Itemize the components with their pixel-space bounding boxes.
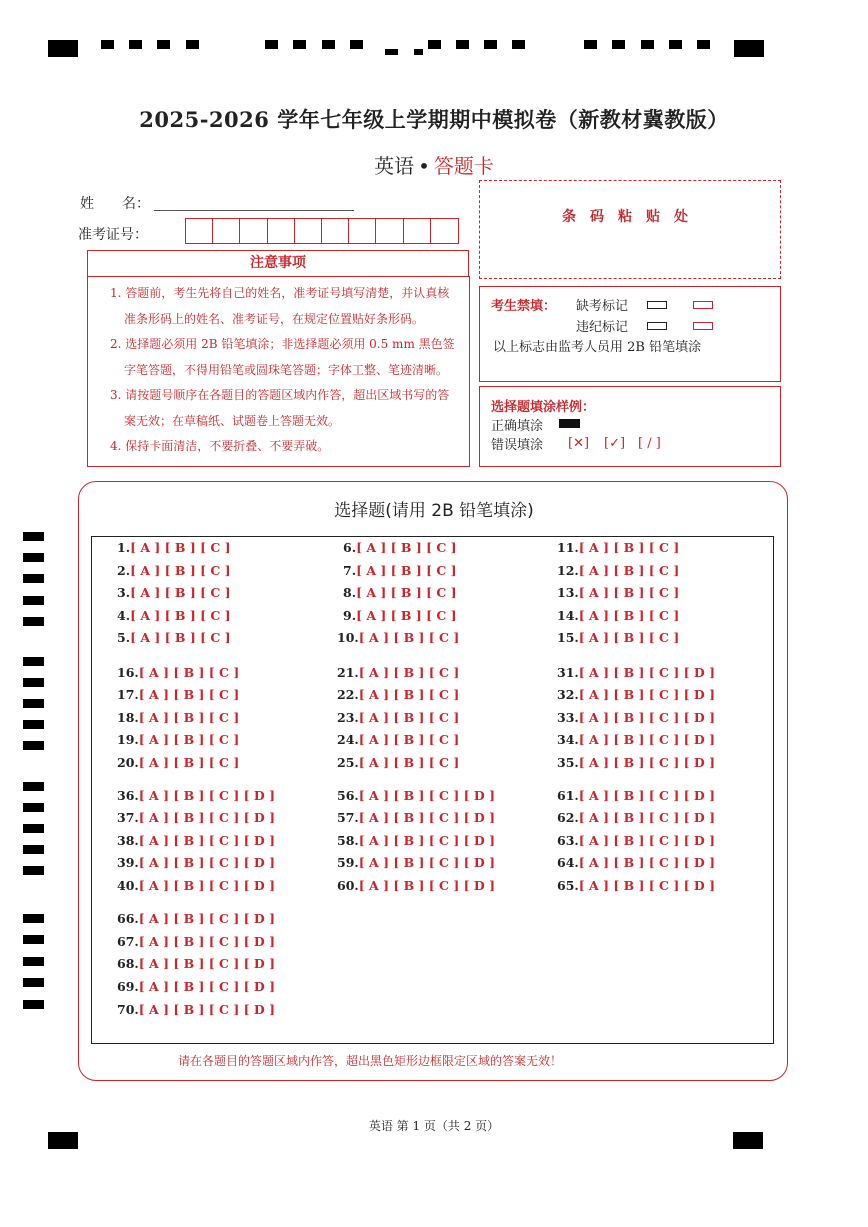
timing-mark <box>265 40 278 49</box>
timing-mark <box>733 1132 763 1149</box>
timing-mark <box>669 40 682 49</box>
exam-marks-title: 考生禁填： <box>491 299 557 314</box>
id-cell-divider <box>321 218 322 244</box>
question-item[interactable] <box>337 755 459 770</box>
answer-options[interactable]: [ A ] [ B ] [ C ] [ D ] <box>578 788 715 803</box>
question-item[interactable] <box>117 788 275 803</box>
question-number: 64. <box>557 855 579 870</box>
question-number: 63. <box>557 833 579 848</box>
timing-mark <box>48 1132 78 1149</box>
question-item[interactable] <box>337 732 459 747</box>
question-number: 66. <box>117 911 139 926</box>
question-item[interactable] <box>557 810 715 825</box>
question-item[interactable] <box>337 630 459 645</box>
answer-options[interactable]: [ A ] [ B ] [ C ] [ D ] <box>578 855 715 870</box>
answer-options[interactable]: [ A ] [ B ] [ C ] [ D ] <box>138 979 275 994</box>
question-number: 25. <box>337 755 359 770</box>
question-number: 69. <box>117 979 139 994</box>
timing-mark <box>129 40 142 49</box>
timing-mark <box>23 678 44 687</box>
timing-mark <box>484 40 497 49</box>
subject-label: 英语 <box>374 154 415 178</box>
violation-mark-box[interactable] <box>647 322 667 330</box>
timing-mark <box>512 40 525 49</box>
question-item[interactable] <box>117 665 239 680</box>
answer-options[interactable]: [ A ] [ B ] [ C ] [ D ] <box>358 878 495 893</box>
card-subtitle <box>0 150 868 179</box>
timing-mark <box>101 40 114 49</box>
id-cell-divider <box>267 218 268 244</box>
timing-mark <box>23 617 44 626</box>
answer-options[interactable]: [ A ] [ B ] [ C ] <box>358 687 460 702</box>
exam-title: 2025-2026 学年七年级上学期期中模拟卷（新教材冀教版） <box>139 107 729 132</box>
violation-mark-box-alt[interactable] <box>693 322 713 330</box>
id-cell-divider <box>403 218 404 244</box>
id-cell-divider <box>212 218 213 244</box>
id-label: 准考证号： <box>78 227 148 243</box>
answer-options[interactable]: [ A ] [ B ] [ C ] [ D ] <box>138 1002 275 1017</box>
notice-item: 2. 选择题必须用 2B 铅笔填涂；非选择题必须用 0.5 mm 黑色签字笔答题，不得用铅笔或圆珠笔答题；字体工整、笔迹清晰。 <box>110 337 455 377</box>
wrong-fill-label: 错误填涂 <box>491 438 544 453</box>
id-cell-divider <box>239 218 240 244</box>
question-item[interactable] <box>337 833 495 848</box>
notice-box <box>87 276 470 467</box>
question-item[interactable] <box>117 956 275 971</box>
answer-options[interactable]: [ A ] [ B ] [ C ] [ D ] <box>138 833 275 848</box>
wrong-mark-check: [✓] <box>604 436 626 451</box>
question-number: 15. <box>557 630 579 645</box>
question-item[interactable] <box>343 608 457 623</box>
timing-mark <box>697 40 710 49</box>
timing-mark <box>23 657 44 666</box>
question-number: 16. <box>117 665 139 680</box>
choice-title: 选择题(请用 2B 铅笔填涂) <box>334 501 534 521</box>
answer-options[interactable]: [ A ] [ B ] [ C ] <box>358 755 460 770</box>
timing-mark <box>734 40 764 57</box>
timing-mark <box>23 574 44 583</box>
timing-mark <box>428 40 441 49</box>
question-item[interactable] <box>117 911 275 926</box>
id-cell-divider <box>430 218 431 244</box>
timing-mark <box>641 40 654 49</box>
violation-label: 违纪标记 <box>576 320 629 335</box>
timing-mark <box>48 40 78 57</box>
question-number: 61. <box>557 788 579 803</box>
timing-mark <box>23 803 44 812</box>
question-number: 32. <box>557 687 579 702</box>
question-number: 67. <box>117 934 139 949</box>
question-item[interactable] <box>557 608 679 623</box>
card-label: 答题卡 <box>433 154 494 178</box>
question-number: 22. <box>337 687 359 702</box>
question-item[interactable] <box>117 563 231 578</box>
question-item[interactable] <box>557 630 679 645</box>
answer-options[interactable]: [ A ] [ B ] [ C ] <box>138 755 240 770</box>
exam-marks-note: 以上标志由监考人员用 2B 铅笔填涂 <box>493 340 702 355</box>
timing-mark <box>456 40 469 49</box>
timing-mark <box>23 866 44 875</box>
answer-area-warning: 请在各题目的答题区域内作答，超出黑色矩形边框限定区域的答案无效！ <box>178 1054 563 1068</box>
question-number: 14. <box>557 608 579 623</box>
answer-options[interactable]: [ A ] [ B ] [ C ] <box>578 540 680 555</box>
timing-mark <box>322 40 335 49</box>
answer-options[interactable]: [ A ] [ B ] [ C ] [ D ] <box>578 810 715 825</box>
answer-options[interactable]: [ A ] [ B ] [ C ] <box>358 665 460 680</box>
barcode-area <box>479 180 781 279</box>
question-item[interactable] <box>343 563 457 578</box>
timing-mark <box>23 782 44 791</box>
question-item[interactable] <box>117 608 231 623</box>
timing-mark <box>584 40 597 49</box>
question-number: 34. <box>557 732 579 747</box>
question-number: 7. <box>343 563 357 578</box>
question-number: 21. <box>337 665 359 680</box>
timing-mark <box>23 699 44 708</box>
timing-mark <box>293 40 306 49</box>
question-number: 23. <box>337 710 359 725</box>
question-number: 5. <box>117 630 131 645</box>
answer-options[interactable]: [ A ] [ B ] [ C ] [ D ] <box>138 878 275 893</box>
question-item[interactable] <box>117 878 275 893</box>
question-item[interactable] <box>343 540 457 555</box>
question-number: 10. <box>337 630 359 645</box>
question-item[interactable] <box>117 687 239 702</box>
question-item[interactable] <box>117 540 231 555</box>
answer-options[interactable]: [ A ] [ B ] [ C ] <box>358 710 460 725</box>
fill-example-title: 选择题填涂样例： <box>491 400 596 415</box>
question-number: 60. <box>337 878 359 893</box>
answer-options[interactable]: [ A ] [ B ] [ C ] [ D ] <box>578 687 715 702</box>
question-item[interactable] <box>343 585 457 600</box>
answer-options[interactable]: [ A ] [ B ] [ C ] [ D ] <box>578 878 715 893</box>
question-number: 6. <box>343 540 357 555</box>
notice-title-box <box>87 250 469 277</box>
question-number: 31. <box>557 665 579 680</box>
question-item[interactable] <box>117 934 275 949</box>
answer-options[interactable]: [ A ] [ B ] [ C ] <box>130 563 231 578</box>
question-number: 65. <box>557 878 579 893</box>
question-item[interactable] <box>117 585 231 600</box>
question-item[interactable] <box>557 710 715 725</box>
answer-options[interactable]: [ A ] [ B ] [ C ] [ D ] <box>138 934 275 949</box>
question-number: 12. <box>557 563 579 578</box>
answer-options[interactable]: [ A ] [ B ] [ C ] <box>356 585 457 600</box>
timing-mark <box>157 40 170 49</box>
question-number: 70. <box>117 1002 139 1017</box>
question-number: 38. <box>117 833 139 848</box>
timing-mark <box>23 935 44 944</box>
timing-mark <box>350 40 363 49</box>
question-item[interactable] <box>557 755 715 770</box>
question-item[interactable] <box>557 540 679 555</box>
answer-options[interactable]: [ A ] [ B ] [ C ] <box>130 630 231 645</box>
question-item[interactable] <box>557 665 715 680</box>
question-number: 56. <box>337 788 359 803</box>
question-number: 37. <box>117 810 139 825</box>
question-number: 68. <box>117 956 139 971</box>
question-number: 2. <box>117 563 131 578</box>
answer-options[interactable]: [ A ] [ B ] [ C ] <box>578 585 680 600</box>
question-item[interactable] <box>337 687 459 702</box>
timing-mark <box>23 596 44 605</box>
answer-options[interactable]: [ A ] [ B ] [ C ] [ D ] <box>358 833 495 848</box>
timing-mark <box>23 741 44 750</box>
correct-fill-sample <box>559 419 580 428</box>
answer-options[interactable]: [ A ] [ B ] [ C ] [ D ] <box>138 788 275 803</box>
question-item[interactable] <box>557 833 715 848</box>
question-item[interactable] <box>337 878 495 893</box>
wrong-mark-x: [✕] <box>568 436 590 451</box>
answer-options[interactable]: [ A ] [ B ] [ C ] [ D ] <box>138 911 275 926</box>
answer-options[interactable]: [ A ] [ B ] [ C ] [ D ] <box>138 855 275 870</box>
notice-item: 4. 保持卡面清洁，不要折叠、不要弄破。 <box>110 439 330 453</box>
timing-mark <box>23 824 44 833</box>
answer-options[interactable]: [ A ] [ B ] [ C ] <box>356 540 457 555</box>
question-item[interactable] <box>117 732 239 747</box>
answer-options[interactable]: [ A ] [ B ] [ C ] [ D ] <box>358 788 495 803</box>
question-item[interactable] <box>117 833 275 848</box>
question-item[interactable] <box>337 710 459 725</box>
timing-mark <box>385 49 398 55</box>
id-cell-divider <box>348 218 349 244</box>
question-number: 62. <box>557 810 579 825</box>
answer-options[interactable]: [ A ] [ B ] [ C ] [ D ] <box>138 956 275 971</box>
question-number: 24. <box>337 732 359 747</box>
question-item[interactable] <box>117 710 239 725</box>
question-item[interactable] <box>337 665 459 680</box>
question-number: 20. <box>117 755 139 770</box>
id-cell-divider <box>375 218 376 244</box>
question-item[interactable] <box>337 788 495 803</box>
question-number: 36. <box>117 788 139 803</box>
answer-options[interactable]: [ A ] [ B ] [ C ] <box>356 563 457 578</box>
question-item[interactable] <box>557 855 715 870</box>
exam-id-field[interactable] <box>185 218 459 244</box>
question-number: 40. <box>117 878 139 893</box>
question-number: 1. <box>117 540 131 555</box>
question-item[interactable] <box>117 1002 275 1017</box>
timing-mark <box>23 532 44 541</box>
question-item[interactable] <box>117 979 275 994</box>
notice-title: 注意事项 <box>250 255 306 271</box>
timing-mark <box>23 957 44 966</box>
question-number: 13. <box>557 585 579 600</box>
timing-mark <box>23 978 44 987</box>
question-item[interactable] <box>337 810 495 825</box>
answer-options[interactable]: [ A ] [ B ] [ C ] [ D ] <box>578 833 715 848</box>
question-item[interactable] <box>337 855 495 870</box>
question-number: 17. <box>117 687 139 702</box>
answer-options[interactable]: [ A ] [ B ] [ C ] <box>578 630 680 645</box>
name-label: 姓 名： <box>80 196 150 212</box>
answer-options[interactable]: [ A ] [ B ] [ C ] <box>578 563 680 578</box>
question-item[interactable] <box>117 755 239 770</box>
question-item[interactable] <box>117 630 231 645</box>
id-cell-divider <box>294 218 295 244</box>
answer-options[interactable]: [ A ] [ B ] [ C ] <box>578 608 680 623</box>
question-item[interactable] <box>117 810 275 825</box>
barcode-label: 条码粘贴处 <box>562 209 702 225</box>
notice-item: 1. 答题前，考生先将自己的姓名，准考证号填写清楚，并认真核准条形码上的姓名、准考证号，在规定位置贴好条形码。 <box>110 286 450 326</box>
answer-options[interactable]: [ A ] [ B ] [ C ] [ D ] <box>138 810 275 825</box>
question-item[interactable] <box>557 788 715 803</box>
notice-list <box>88 277 469 460</box>
wrong-mark-slash: [ / ] <box>638 436 661 451</box>
question-number: 57. <box>337 810 359 825</box>
answer-options[interactable]: [ A ] [ B ] [ C ] <box>356 608 457 623</box>
answer-options[interactable]: [ A ] [ B ] [ C ] [ D ] <box>358 855 495 870</box>
answer-options[interactable]: [ A ] [ B ] [ C ] <box>358 732 460 747</box>
answer-options[interactable]: [ A ] [ B ] [ C ] <box>138 665 240 680</box>
question-number: 4. <box>117 608 131 623</box>
question-number: 58. <box>337 833 359 848</box>
name-field[interactable] <box>154 209 354 211</box>
question-number: 11. <box>557 540 579 555</box>
question-item[interactable] <box>557 687 715 702</box>
answer-options[interactable]: [ A ] [ B ] [ C ] <box>138 710 240 725</box>
answer-options[interactable]: [ A ] [ B ] [ C ] [ D ] <box>578 710 715 725</box>
timing-mark <box>23 553 44 562</box>
answer-options[interactable]: [ A ] [ B ] [ C ] <box>358 630 460 645</box>
timing-mark <box>23 845 44 854</box>
question-number: 18. <box>117 710 139 725</box>
page-footer: 英语 第 1 页（共 2 页） <box>368 1119 500 1133</box>
answer-options[interactable]: [ A ] [ B ] [ C ] <box>138 732 240 747</box>
timing-mark <box>23 1000 44 1009</box>
answer-options[interactable]: [ A ] [ B ] [ C ] [ D ] <box>578 665 715 680</box>
timing-mark <box>23 914 44 923</box>
question-number: 35. <box>557 755 579 770</box>
separator-dot: • <box>418 154 430 178</box>
answer-options[interactable]: [ A ] [ B ] [ C ] [ D ] <box>578 755 715 770</box>
question-item[interactable] <box>557 585 679 600</box>
answer-options[interactable]: [ A ] [ B ] [ C ] <box>130 540 231 555</box>
question-number: 39. <box>117 855 139 870</box>
question-number: 9. <box>343 608 357 623</box>
question-number: 59. <box>337 855 359 870</box>
question-number: 3. <box>117 585 131 600</box>
question-number: 19. <box>117 732 139 747</box>
absent-mark-box[interactable] <box>647 301 667 309</box>
question-item[interactable] <box>557 732 715 747</box>
question-item[interactable] <box>117 855 275 870</box>
correct-fill-label: 正确填涂 <box>491 419 544 434</box>
timing-mark <box>414 49 423 55</box>
question-item[interactable] <box>557 878 715 893</box>
answer-options[interactable]: [ A ] [ B ] [ C ] <box>130 608 231 623</box>
answer-options[interactable]: [ A ] [ B ] [ C ] <box>130 585 231 600</box>
question-item[interactable] <box>557 563 679 578</box>
timing-mark <box>186 40 199 49</box>
timing-mark <box>612 40 625 49</box>
answer-options[interactable]: [ A ] [ B ] [ C ] [ D ] <box>358 810 495 825</box>
absent-label: 缺考标记 <box>576 299 629 314</box>
answer-options[interactable]: [ A ] [ B ] [ C ] <box>138 687 240 702</box>
question-number: 8. <box>343 585 357 600</box>
notice-item: 3. 请按题号顺序在各题目的答题区域内作答，超出区域书写的答案无效；在草稿纸、试题卷上答题无效。 <box>110 388 450 428</box>
answer-options[interactable]: [ A ] [ B ] [ C ] [ D ] <box>578 732 715 747</box>
timing-mark <box>23 720 44 729</box>
absent-mark-box-alt[interactable] <box>693 301 713 309</box>
question-number: 33. <box>557 710 579 725</box>
